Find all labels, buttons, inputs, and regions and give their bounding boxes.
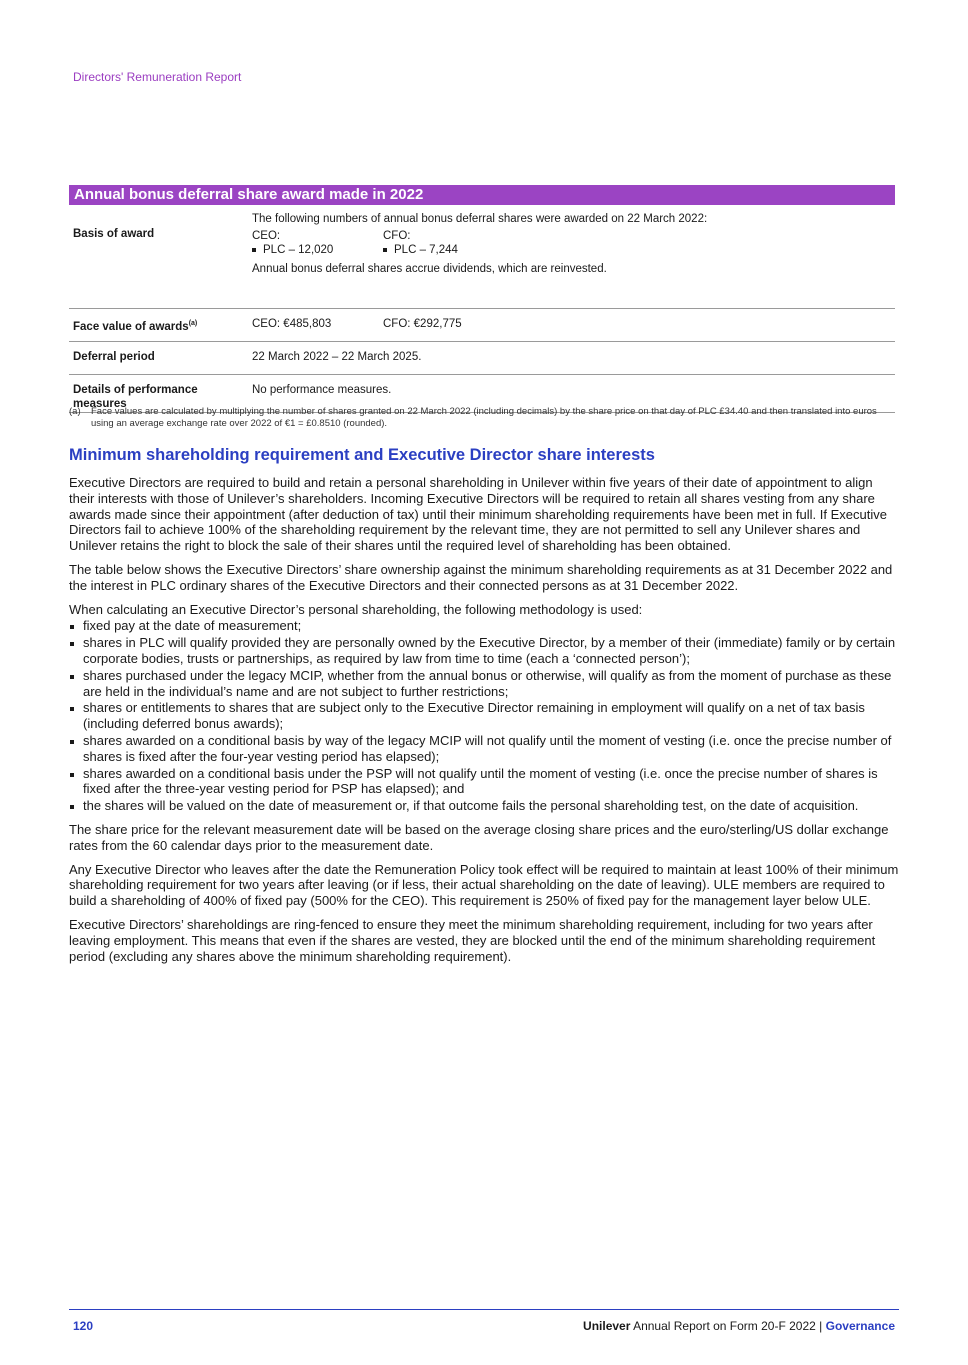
footer-divider — [69, 1309, 899, 1310]
table-row-basis — [69, 205, 895, 309]
basis-note: Annual bonus deferral shares accrue dividends, which are reinvested. — [252, 263, 607, 275]
ceo-value-line — [252, 243, 333, 257]
ceo-value: PLC – 12,020 — [263, 244, 334, 256]
table-row-deferral — [69, 342, 895, 375]
basis-ceo-cfo — [252, 229, 707, 257]
list-item: shares in PLC will qualify provided they are personally owned by the Executive Director, by a member of their (immediate) family or by certain corporate bodies, trusts or partnerships, as required by law from time to time (each a ‘connected person’); — [69, 635, 901, 667]
paragraph: Any Executive Director who leaves after the date the Remuneration Policy took effect will be required to maintain at least 100% of their minimum shareholding requirement for two years after leaving (or if less, their actual shareholding on the date of leaving). ULE members are required to build a shareholding of 400% of fixed pay (500% for the CEO). This requirement is 250% of fixed pay for the management layer below ULE. — [69, 861, 899, 909]
basis-label: Basis of award — [73, 228, 155, 240]
face-value-cfo: CFO: €292,775 — [383, 318, 462, 330]
face-value-label: Face value of awards$^{(a)}$ — [73, 320, 198, 333]
bullet-icon — [70, 740, 74, 744]
bullet-icon — [70, 625, 74, 629]
face-value-value — [252, 317, 462, 331]
bullet-icon — [252, 248, 256, 252]
basis-intro: The following numbers of annual bonus deferral shares were awarded on 22 March 2022: — [252, 213, 708, 225]
section-body — [69, 475, 901, 972]
cfo-award — [383, 229, 458, 257]
footnote-mark: (a) — [69, 406, 81, 417]
footer-report: Annual Report on Form 20-F 2022 | — [630, 1319, 826, 1333]
page-number: 120 — [73, 1319, 94, 1333]
list-item: shares awarded on a conditional basis under the PSP will not qualify until the moment of vesting (i.e. once the precise number of shares is fixed after the three-year vesting period for PSP has elapsed); and — [69, 766, 901, 798]
bullet-icon — [70, 805, 74, 809]
award-table-title: Annual bonus deferral share award made in 2022 — [69, 185, 895, 205]
bullet-icon — [70, 773, 74, 777]
footnote — [69, 406, 895, 429]
paragraph: The table below shows the Executive Directors’ share ownership against the minimum shareholding requirements as at 31 December 2022 and the interest in PLC ordinary shares of the Executive Directors and their connected persons as at 31 December 2022. — [69, 561, 893, 593]
ceo-award — [252, 229, 333, 257]
basis-value — [252, 213, 708, 276]
table-row-face-value — [69, 309, 895, 342]
bullet-icon — [70, 707, 74, 711]
ceo-label: CEO: — [252, 230, 281, 242]
bullet-icon — [383, 248, 387, 252]
list-item: the shares will be valued on the date of measurement or, if that outcome fails the personal shareholding test, on the date of acquisition. — [69, 798, 901, 814]
cfo-label: CFO: — [383, 230, 411, 242]
list-item: shares awarded on a conditional basis by way of the legacy MCIP will not qualify until the moment of vesting (i.e. once the precise number of shares is fixed after the four-year vesting period has elapsed); — [69, 733, 901, 765]
performance-value: No performance measures. — [252, 384, 392, 396]
face-value-ceo: CEO: €485,803 — [252, 318, 332, 330]
footnote-ref: (a) — [188, 320, 198, 327]
running-header: Directors' Remuneration Report — [73, 70, 242, 84]
bullet-icon — [70, 675, 74, 679]
performance-label: Details of performance measures — [73, 384, 198, 410]
cfo-value-line — [383, 243, 458, 257]
bullet-icon — [70, 642, 74, 646]
paragraph: The share price for the relevant measurement date will be based on the average closing share prices and the euro/sterling/US dollar exchange rates from the 60 calendar days prior to the measurement date. — [69, 821, 889, 853]
footer-company: Unilever — [583, 1319, 631, 1333]
paragraph: When calculating an Executive Director’s personal shareholding, the following methodology is used: — [69, 601, 643, 617]
list-item: shares purchased under the legacy MCIP, whether from the annual bonus or otherwise, will qualify as from the moment of purchase as these are held in the individual’s name and are not subject to further restrictions; — [69, 668, 901, 700]
footer-title — [583, 1319, 895, 1333]
paragraph: Executive Directors’ shareholdings are ring-fenced to ensure they meet the minimum shareholding requirement, including for two years after leaving employment. This means that even if the shares are vested, they are blocked until the end of the minimum shareholding requirement period (excluding any shares above the minimum shareholding requirement). — [69, 916, 876, 964]
methodology-list — [69, 618, 901, 814]
footer-section[interactable]: Governance — [825, 1319, 895, 1333]
section-title: Minimum shareholding requirement and Executive Director share interests — [69, 446, 655, 464]
list-item: fixed pay at the date of measurement; — [69, 618, 901, 634]
deferral-label: Deferral period — [73, 351, 155, 363]
deferral-value: 22 March 2022 – 22 March 2025. — [252, 351, 422, 363]
paragraph: Executive Directors are required to build and retain a personal shareholding in Unilever within five years of their date of appointment to align their interests with those of Unilever’s shareholders. Incoming Executive Directors will be required to retain all shares vesting from any share awards made since their appointment (after deduction of tax) until their minimum shareholding requirements have been met in full. If Executive Directors fail to achieve 100% of the shareholding requirement by the relevant time, they are not permitted to sell any Unilever shares and Unilever retains the right to block the sale of their shares until the required level of shareholding has been obtained. — [69, 475, 887, 554]
cfo-value: PLC – 7,244 — [394, 244, 458, 256]
award-table — [69, 185, 895, 413]
footnote-text: Face values are calculated by multiplying the number of shares granted on 22 March 2022 (including decimals) by the share price on that day of PLC £34.40 and then translated into euros using an average exchange rate over 2022 of €1 = £0.8510 (rounded). — [91, 406, 877, 429]
list-item: shares or entitlements to shares that are subject only to the Executive Director remaining in employment will qualify on a net of tax basis (including deferred bonus awards); — [69, 700, 901, 732]
